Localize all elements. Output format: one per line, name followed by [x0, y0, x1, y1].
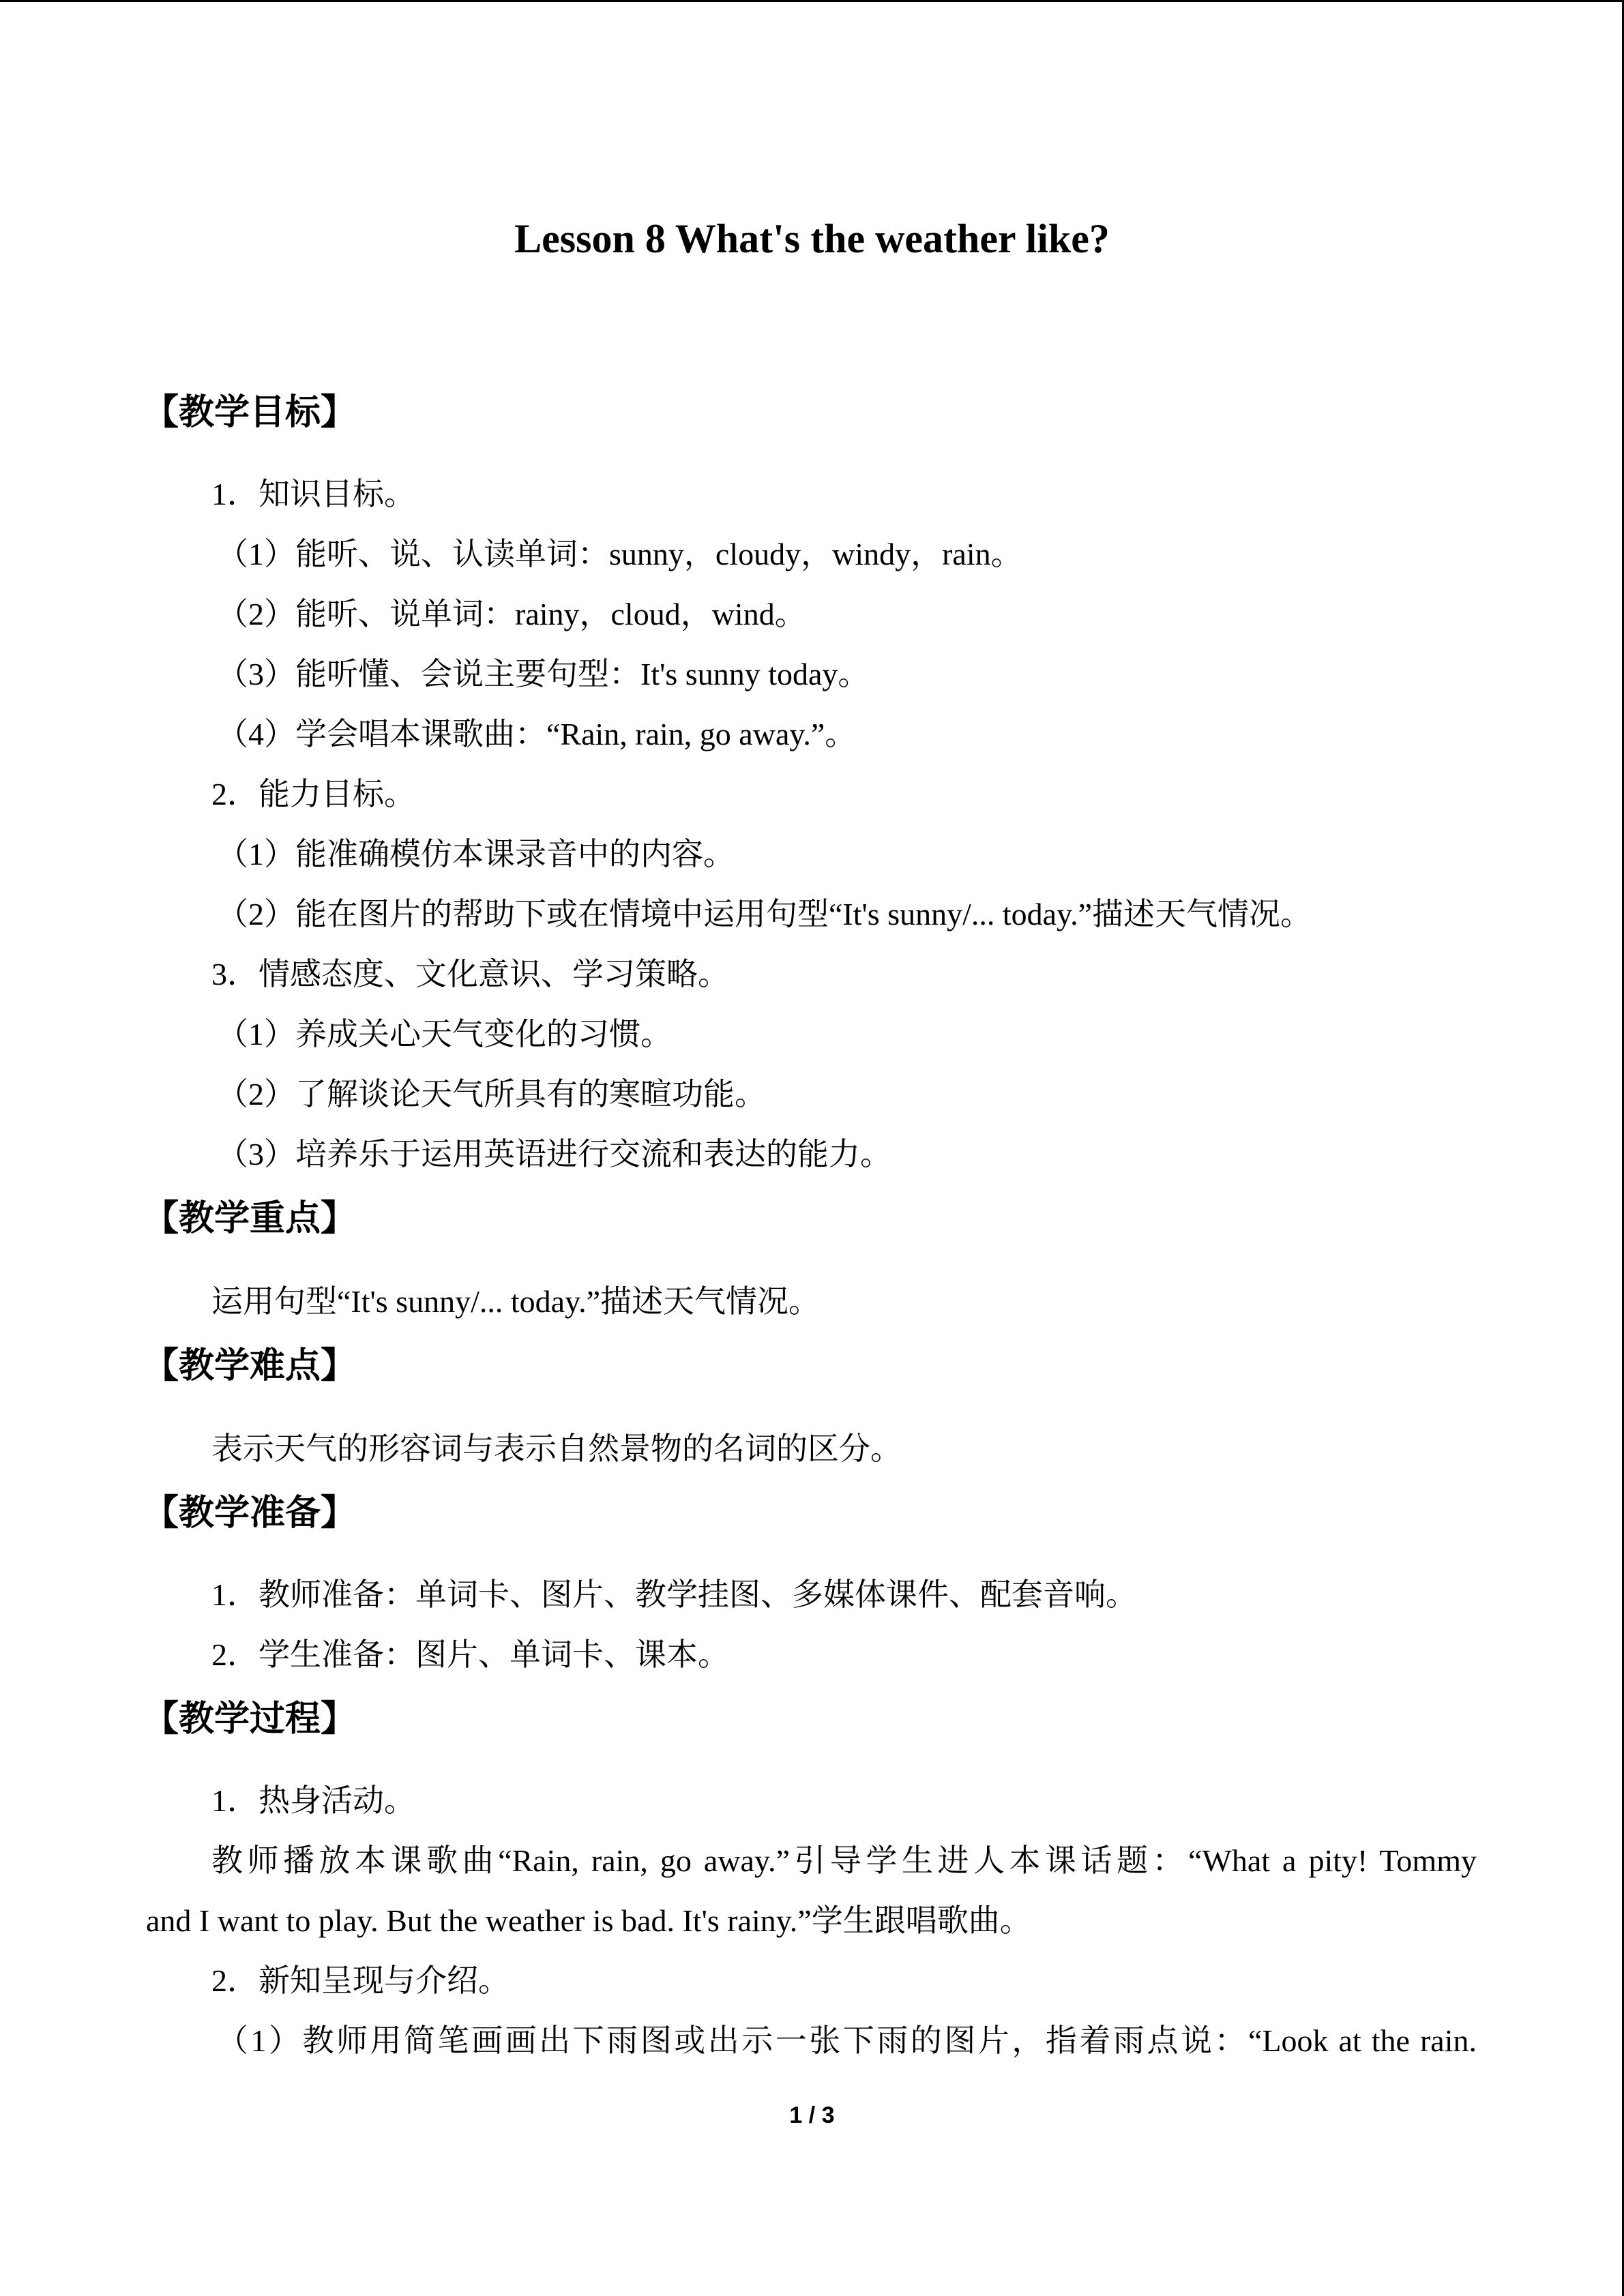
objective-item-1-1: （1）能听、说、认读单词：sunny，cloudy，windy，rain。 — [217, 537, 1022, 571]
section-heading-process: 【教学过程】 — [143, 1699, 357, 1740]
section-heading-difficulties: 【教学难点】 — [143, 1345, 357, 1386]
difficulties-text: 表示天气的形容词与表示自然景物的名词的区分。 — [211, 1431, 902, 1466]
process-item-1: 1．热身活动。 — [211, 1783, 415, 1818]
objective-item-2-1: （1）能准确模仿本课录音中的内容。 — [217, 837, 735, 871]
objective-item-3-1: （1）养成关心天气变化的习惯。 — [217, 1017, 672, 1052]
preparation-item-1: 1．教师准备：单词卡、图片、教学挂图、多媒体课件、配套音响。 — [211, 1577, 1137, 1612]
process-paragraph-1-line-2: and I want to play. But the weather is bad. It's rainy.”学生跟唱歌曲。 — [146, 1903, 1031, 1938]
objective-item-2: 2．能力目标。 — [211, 777, 415, 811]
page-title: Lesson 8 What's the weather like? — [514, 216, 1110, 261]
process-item-2-1: （1）教师用简笔画画出下雨图或出示一张下雨的图片，指着雨点说：“Look at the rain. — [217, 2023, 1477, 2058]
preparation-item-2: 2．学生准备：图片、单词卡、课本。 — [211, 1637, 729, 1672]
objective-item-2-2: （2）能在图片的帮助下或在情境中运用句型“It's sunny/... today.”描述天气情况。 — [217, 897, 1312, 931]
page-number: 1 / 3 — [789, 2102, 835, 2128]
section-heading-preparation: 【教学准备】 — [143, 1493, 357, 1534]
top-border — [0, 0, 1624, 2]
section-heading-key-points: 【教学重点】 — [143, 1198, 357, 1239]
process-item-2: 2．新知呈现与介绍。 — [211, 1963, 510, 1998]
objective-item-1-4: （4）学会唱本课歌曲：“Rain, rain, go away.”。 — [217, 717, 857, 751]
objective-item-3-3: （3）培养乐于运用英语进行交流和表达的能力。 — [217, 1137, 891, 1172]
objective-item-1-3: （3）能听懂、会说主要句型：It's sunny today。 — [217, 657, 870, 691]
process-paragraph-1-line-1: 教师播放本课歌曲“Rain, rain, go away.”引导学生进人本课话题：“What a pity! Tommy — [211, 1843, 1477, 1878]
objective-item-1: 1．知识目标。 — [211, 477, 415, 511]
objective-item-1-2: （2）能听、说单词：rainy，cloud，wind。 — [217, 597, 806, 631]
objective-item-3: 3．情感态度、文化意识、学习策略。 — [211, 957, 729, 992]
section-heading-objectives: 【教学目标】 — [143, 392, 357, 433]
key-points-text: 运用句型“It's sunny/... today.”描述天气情况。 — [211, 1284, 821, 1319]
objective-item-3-2: （2）了解谈论天气所具有的寒暄功能。 — [217, 1077, 766, 1112]
